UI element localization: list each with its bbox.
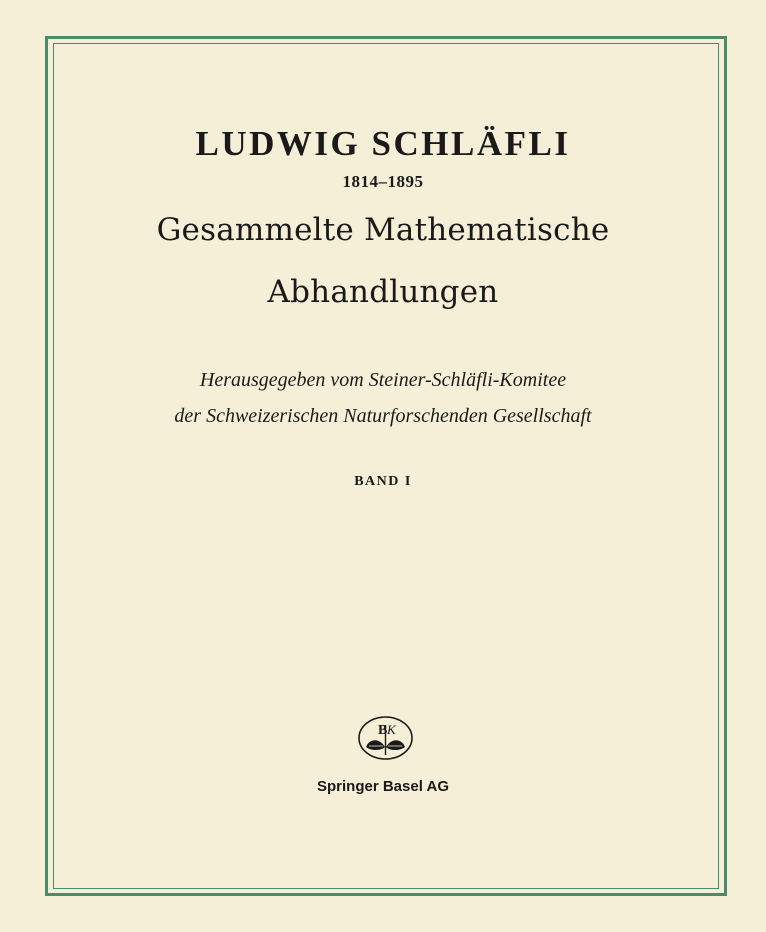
svg-text:B: B xyxy=(378,723,388,738)
author-name: LUDWIG SCHLÄFLI xyxy=(195,124,571,163)
editor-line-2: der Schweizerischen Naturforschenden Gesellschaft xyxy=(174,405,592,427)
inner-frame-border xyxy=(53,43,719,889)
editor-line-1: Herausgegeben vom Steiner-Schläfli-Komitee xyxy=(199,369,567,391)
publisher-name: Springer Basel AG xyxy=(317,778,449,795)
book-title-line-1: Gesammelte Mathematische xyxy=(156,212,610,248)
author-years: 1814–1895 xyxy=(342,172,424,191)
svg-text:K: K xyxy=(387,722,396,737)
book-title-line-2: Abhandlungen xyxy=(267,274,499,310)
volume-label: BAND I xyxy=(354,474,412,489)
springer-bk-logo-icon xyxy=(357,715,414,761)
